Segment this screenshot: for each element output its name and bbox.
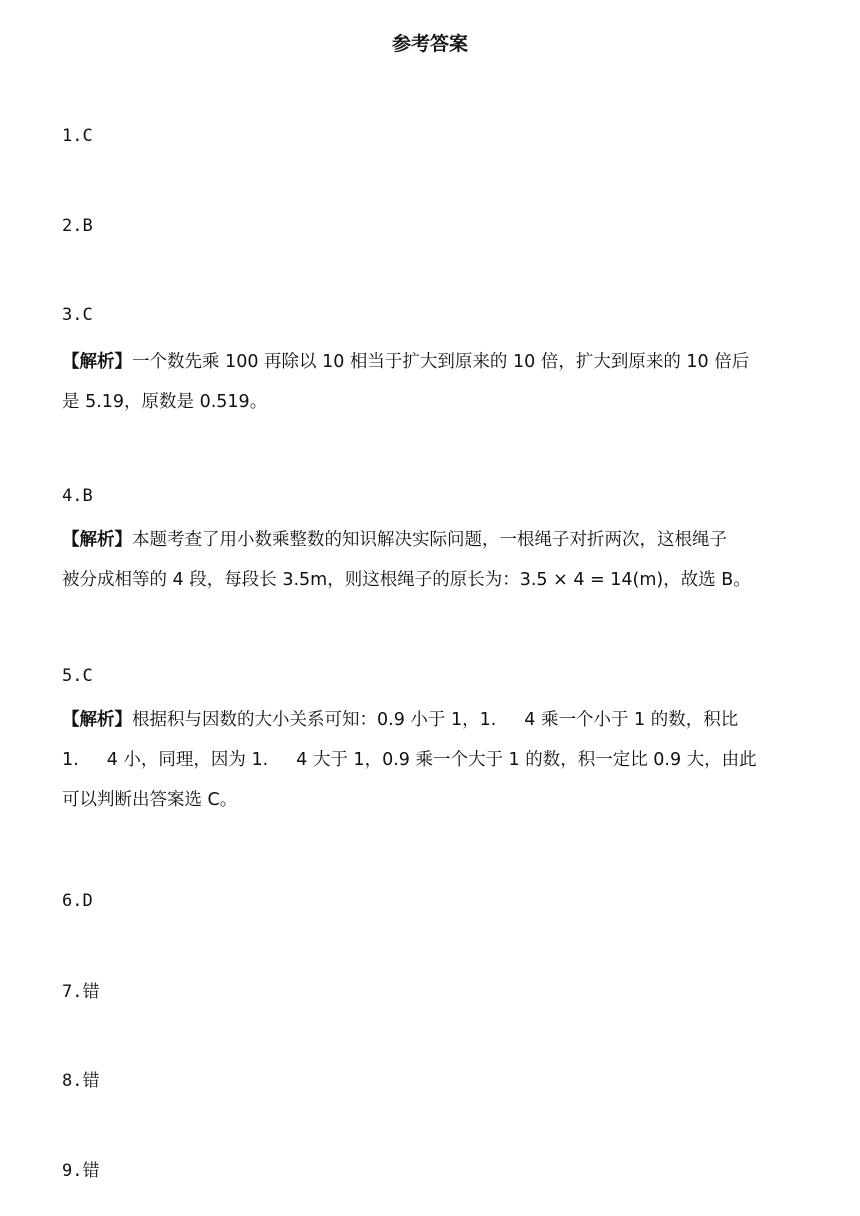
explanation-tag: 【解析】 (62, 352, 132, 372)
page-title: 参考答案 (391, 33, 468, 55)
explanation-line (62, 342, 832, 382)
explanation-line: 可以判断出答案选 C。 (62, 790, 238, 810)
explanation-tag: 【解析】 (62, 530, 132, 550)
explanation-text: 4 小，同理，因为 1. (106, 750, 269, 770)
answer-number: 2. (62, 216, 83, 236)
answer-value: B (82, 216, 93, 236)
answer-number: 5. (62, 666, 83, 686)
answer-number: 4. (62, 486, 83, 506)
explanation-text: 4 乘一个小于 1 的数，积比 (524, 710, 739, 730)
answer-value: 错 (82, 1161, 100, 1181)
explanation-text: 本题考查了用小数乘整数的知识解决实际问题，一根绳子对折两次，这根绳子 (132, 530, 727, 550)
answer-item-7 (62, 980, 99, 1004)
explanation-text: 4 大于 1，0.9 乘一个大于 1 的数，积一定比 0.9 大，由此 (296, 750, 757, 770)
answer-number: 9. (62, 1161, 83, 1181)
explanation-line (62, 700, 832, 740)
answer-item-1 (62, 124, 93, 148)
answer-value: D (82, 891, 93, 911)
explanation-line: 被分成相等的 4 段，每段长 3.5m，则这根绳子的原长为：3.5 × 4 = 14(m)，故选 B。 (62, 570, 751, 590)
explanation-text: 1. (62, 750, 79, 770)
answer-item-6 (62, 889, 93, 913)
explanation-text: 一个数先乘 100 再除以 10 相当于扩大到原来的 10 倍，扩大到原来的 10 倍后 (132, 352, 750, 372)
explanation-line (62, 740, 832, 780)
explanation-line (62, 520, 832, 560)
explanation-line: 是 5.19，原数是 0.519。 (62, 392, 268, 412)
answer-item-4 (62, 484, 93, 508)
answer-value: C (82, 666, 93, 686)
explanation-5 (62, 700, 832, 820)
explanation-4 (62, 520, 832, 600)
answer-number: 8. (62, 1071, 83, 1091)
explanation-3 (62, 342, 832, 422)
explanation-tag: 【解析】 (62, 710, 132, 730)
answer-number: 7. (62, 982, 83, 1002)
answer-number: 3. (62, 305, 83, 325)
answer-item-2 (62, 214, 93, 238)
answer-item-5 (62, 664, 93, 688)
answer-number: 1. (62, 126, 83, 146)
answer-item-9 (62, 1159, 99, 1183)
answer-item-8 (62, 1069, 99, 1093)
answer-item-3 (62, 303, 93, 327)
answer-number: 6. (62, 891, 83, 911)
answer-value: C (82, 305, 93, 325)
answer-value: B (82, 486, 93, 506)
answer-value: 错 (82, 982, 100, 1002)
answer-value: 错 (82, 1071, 100, 1091)
answer-value: C (82, 126, 93, 146)
explanation-text: 根据积与因数的大小关系可知：0.9 小于 1，1. (132, 710, 497, 730)
